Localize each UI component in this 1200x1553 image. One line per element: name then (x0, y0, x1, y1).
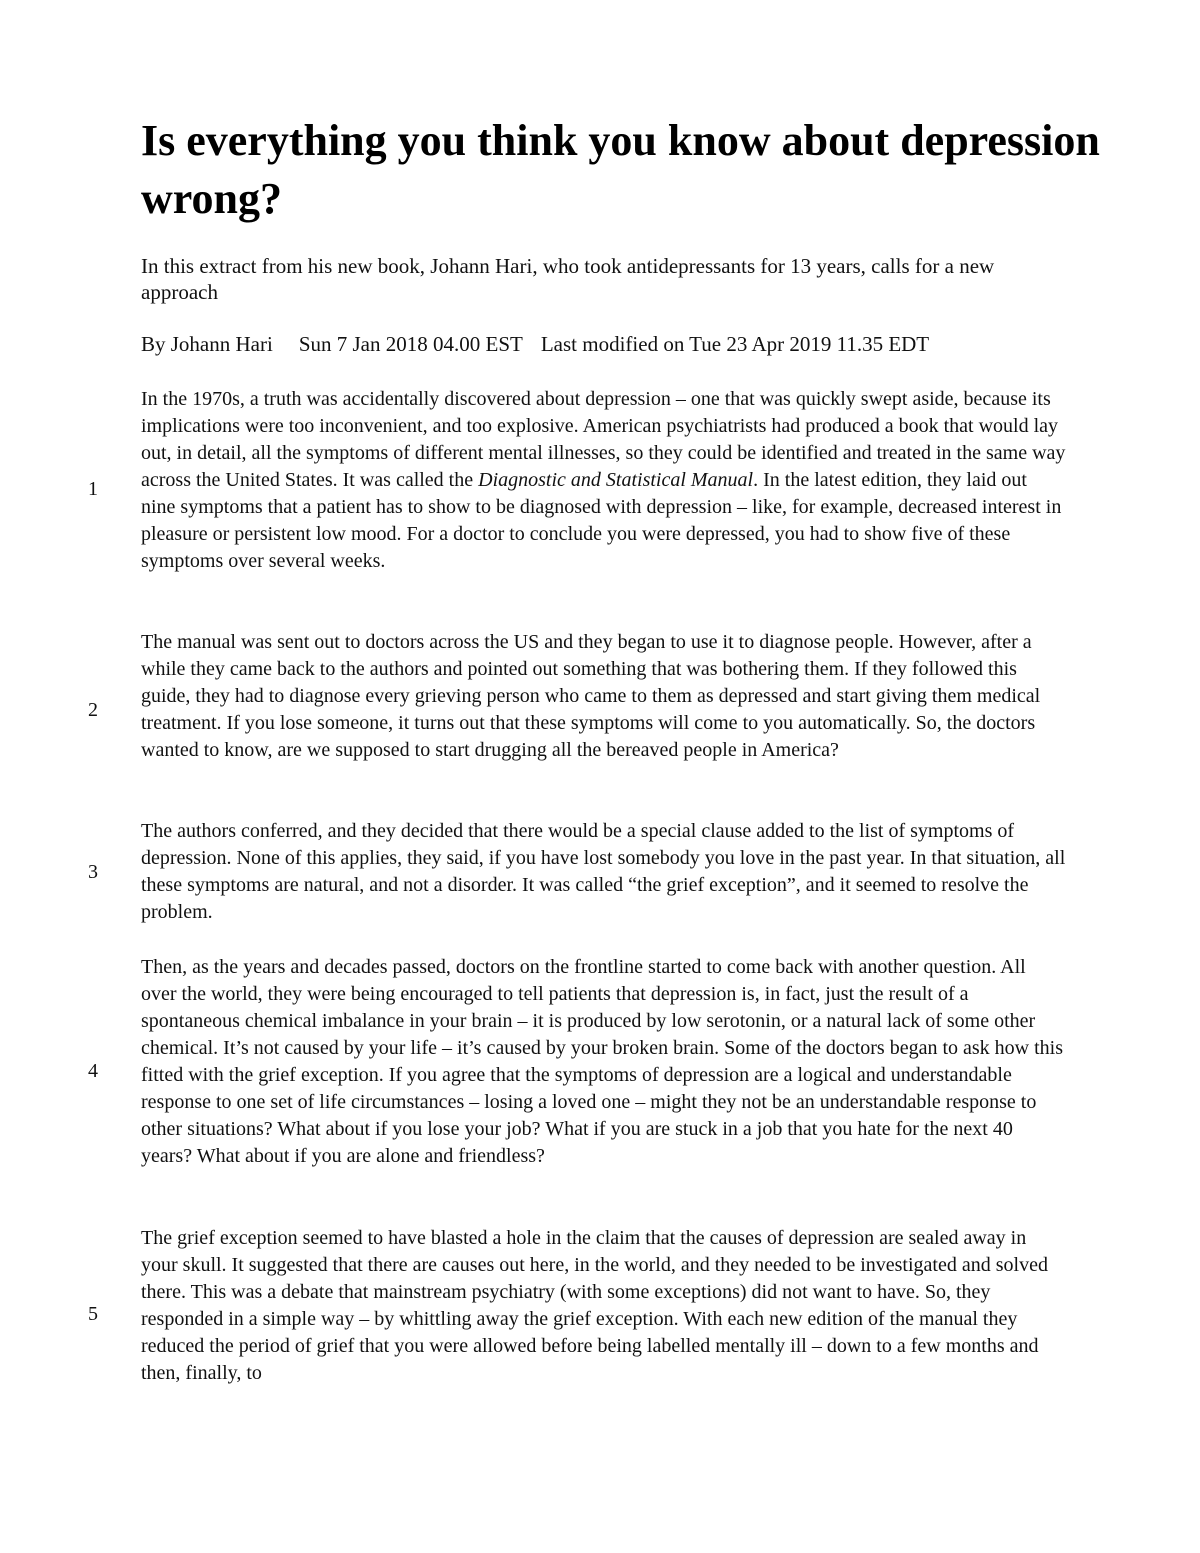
article-paragraph-3: The authors conferred, and they decided that there would be a special clause added to the list of symptoms of depression. None of this applies, they said, if you have lost somebody you love in the past year. In that situation, all these symptoms are natural, and not a disorder. It was called “the grief exception”, and it seemed to resolve the problem. (141, 820, 1066, 923)
paragraph-1-text-end: . In the latest edition, they laid out nine symptoms that a patient has to show to be diagnosed with depression – like, for example, decreased interest in pleasure or persistent low mood. For a doctor to conclude you were depressed, you had to show five of these symptoms over several weeks. (141, 469, 1062, 572)
byline-modified-date: Last modified on Tue 23 Apr 2019 11.35 EDT (540, 332, 930, 356)
paragraph-number-5: 5 (88, 1303, 98, 1325)
paragraph-number-4: 4 (88, 1060, 98, 1082)
article-paragraph-4: Then, as the years and decades passed, doctors on the frontline started to come back with another question. All over the world, they were being encouraged to tell patients that depression is, in fact, just the result of a spontaneous chemical imbalance in your brain – it is produced by low serotonin, or a natural lack of some other chemical. It’s not caused by your life – it’s caused by your broken brain. Some of the doctors began to ask how this fitted with the grief exception. If you agree that the symptoms of depression are a logical and understandable response to one set of life circumstances – losing a loved one – might they not be an understandable response to other situations? What about if you lose your job? What if you are stuck in a job that you hate for the next 40 years? What about if you are alone and friendless? (141, 956, 1064, 1167)
article-paragraph-1 (141, 386, 1066, 575)
manual-title-italic: Diagnostic and Statistical Manual (478, 469, 754, 491)
article-standfirst: In this extract from his new book, Johann Hari, who took antidepressants for 13 years, calls for a new approach (141, 254, 995, 304)
article-byline (141, 331, 1101, 357)
byline-published-date: Sun 7 Jan 2018 04.00 EST (298, 332, 523, 356)
paragraph-number-1: 1 (88, 478, 98, 500)
paragraph-number-2: 2 (88, 699, 98, 721)
article-title: Is everything you think you know about depression wrong? (141, 116, 1100, 223)
paragraph-number-3: 3 (88, 861, 98, 883)
paragraph-1-text-start: In the 1970s, a truth was accidentally discovered about depression – one that was quickly swept aside, because its implications were too inconvenient, and too explosive. American psychiatrists had produced a book that would lay out, in detail, all the symptoms of different mental illnesses, so they could be identified and treated in the same way across the United States. It was called the (141, 388, 1066, 491)
article-paragraph-5: The grief exception seemed to have blasted a hole in the claim that the causes of depression are sealed away in your skull. It suggested that there are causes out here, in the world, and they needed to be investigated and solved there. This was a debate that mainstream psychiatry (with some exceptions) did not want to have. So, they responded in a simple way – by whittling away the grief exception. With each new edition of the manual they reduced the period of grief that you were allowed before being labelled mentally ill – down to a few months and then, finally, to (141, 1227, 1048, 1384)
article-paragraph-2: The manual was sent out to doctors across the US and they began to use it to diagnose people. However, after a while they came back to the authors and pointed out something that was bothering them. If they followed this guide, they had to diagnose every grieving person who came to them as depressed and start giving them medical treatment. If you lose someone, it turns out that these symptoms will come to you automatically. So, the doctors wanted to know, are we supposed to start drugging all the bereaved people in America? (141, 631, 1041, 761)
byline-author: By Johann Hari (141, 332, 273, 356)
